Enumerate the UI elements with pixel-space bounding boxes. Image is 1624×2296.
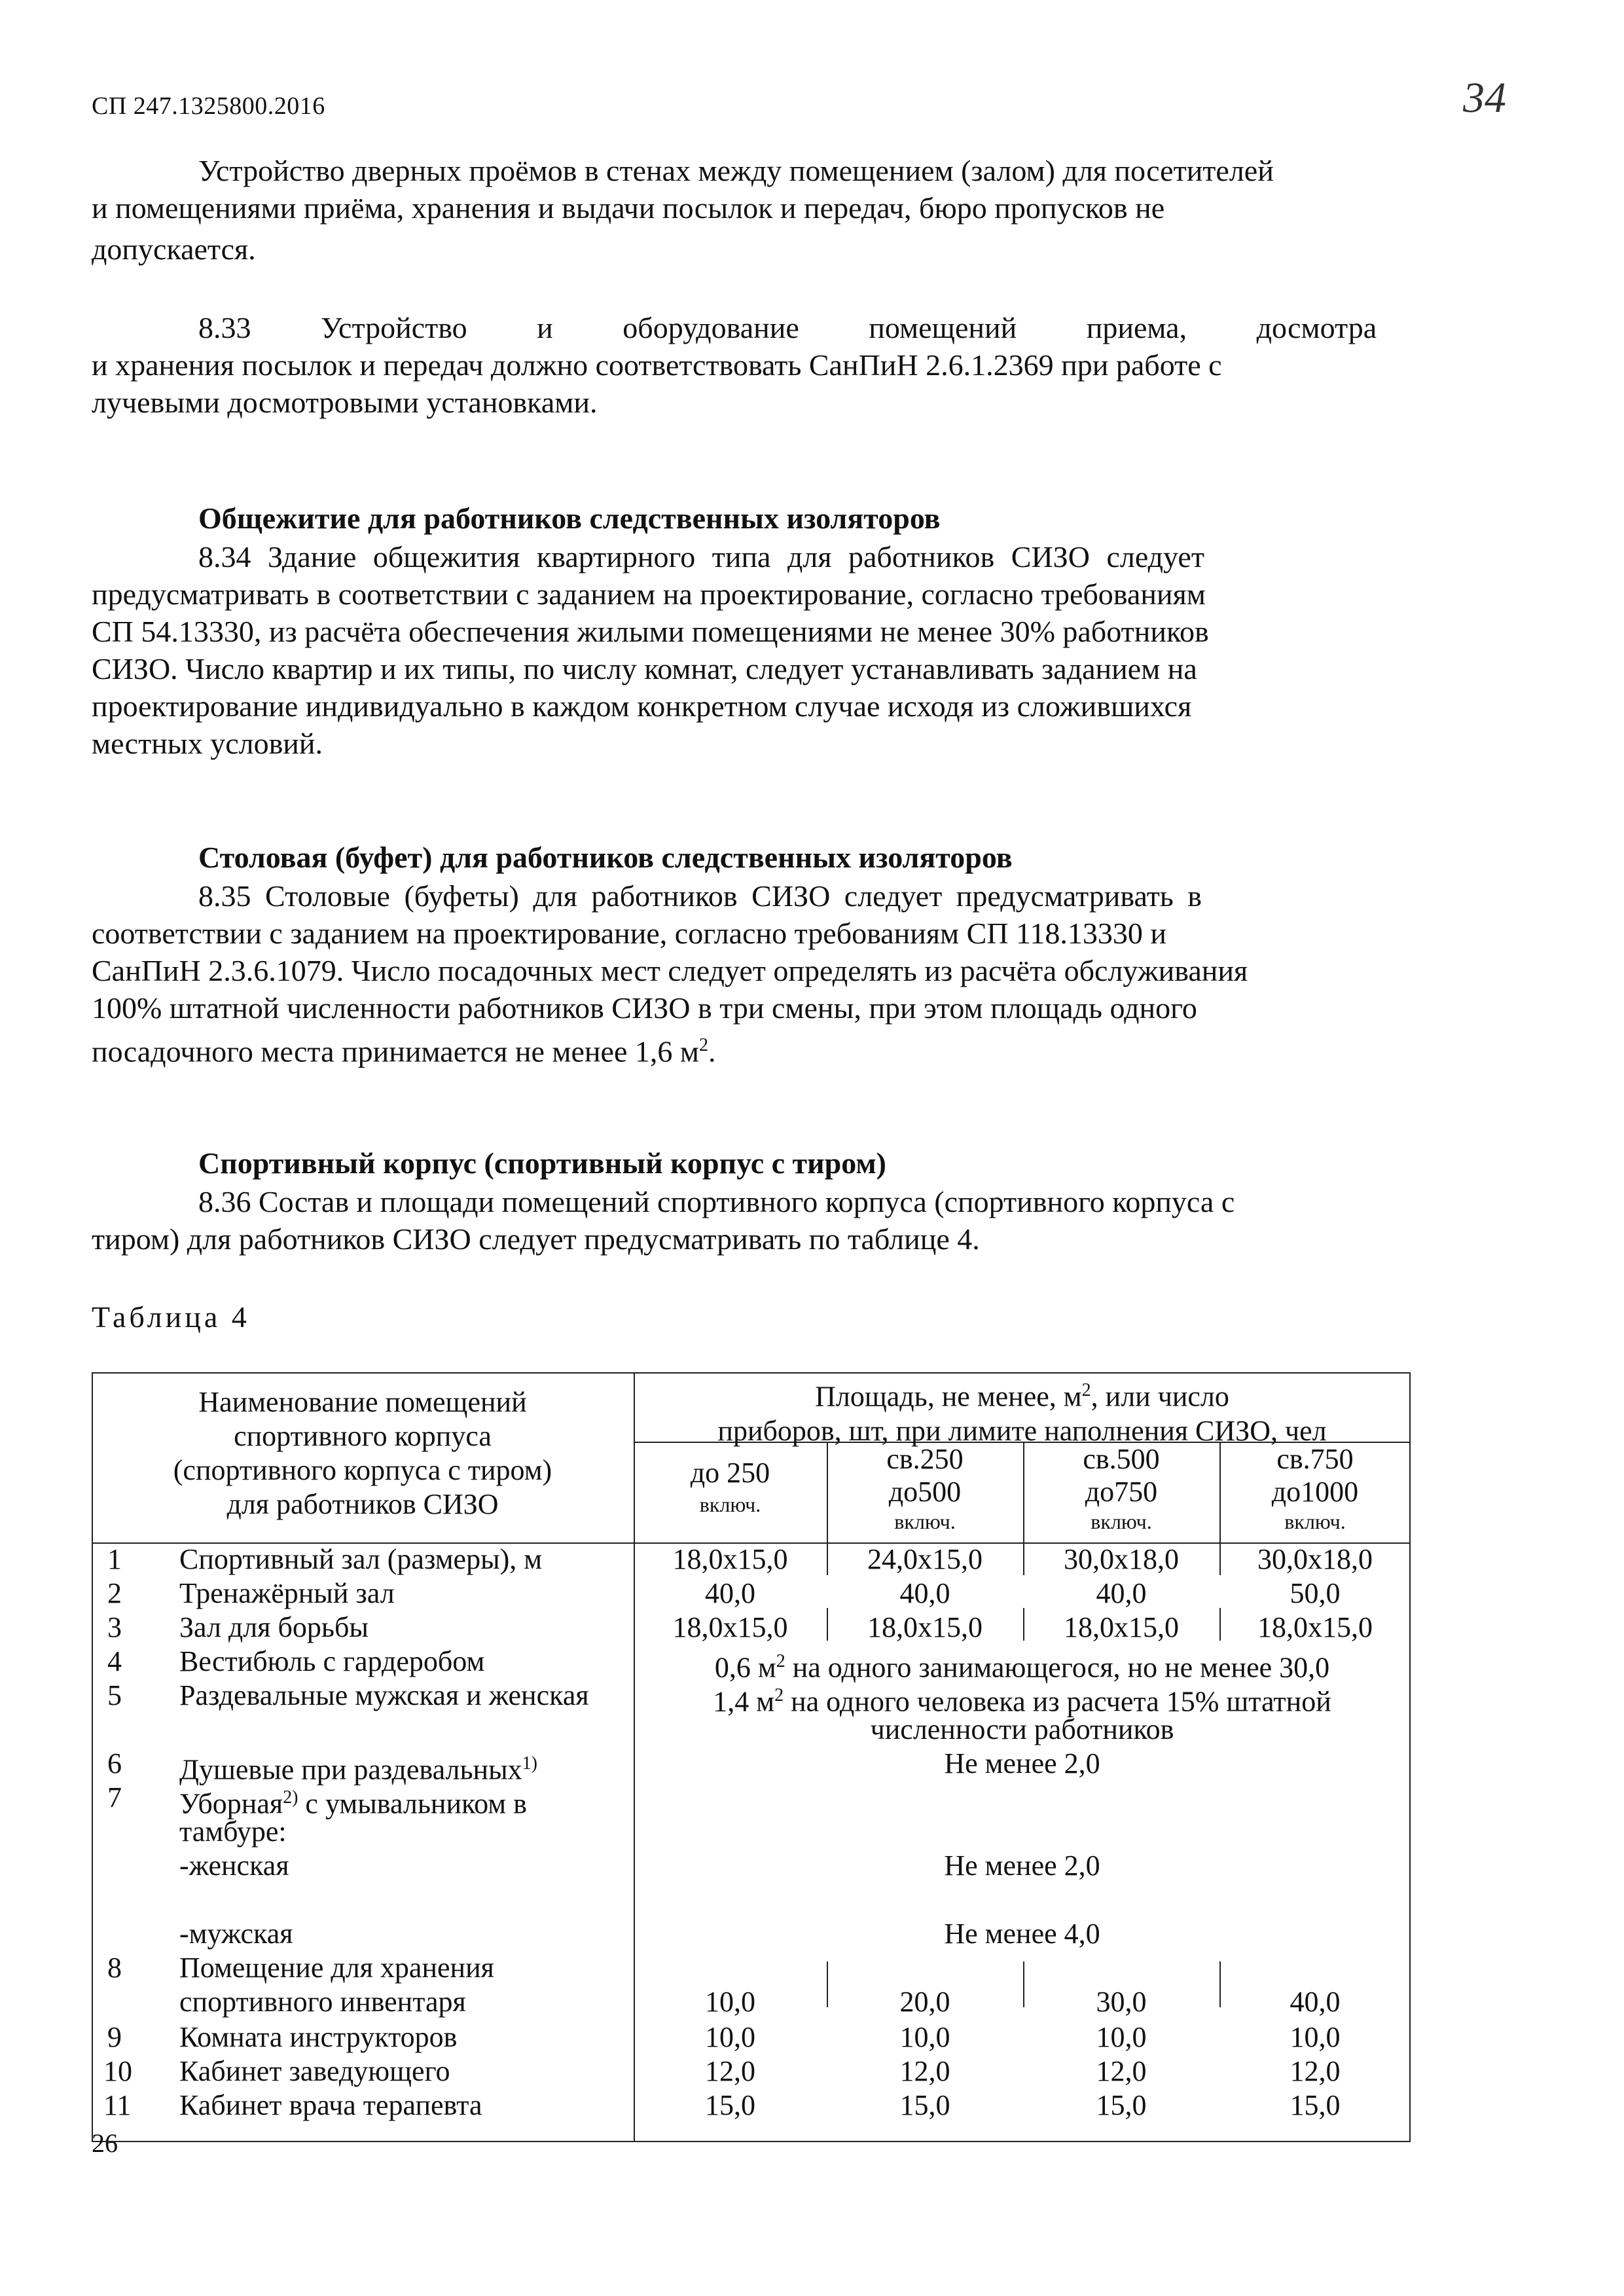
table-sports-building [92,1372,1411,2142]
paragraph-8-35 [92,877,1401,1070]
table-cell: 40,0 [899,1577,950,1609]
table-cell: 40,0 [1096,1577,1147,1609]
row-name: тамбуре: [179,1815,287,1848]
header-line: св.250 [886,1443,964,1475]
text-line: Устройство дверных проёмов в стенах между помещением (залом) для посетителей [198,154,1274,187]
header-line: приборов, шт, при лимите наполнения СИЗО, чел [717,1414,1327,1447]
paragraph-8-34 [92,538,1401,762]
text-line: допускается. [92,232,256,266]
header-line: (спортивного корпуса с тиром) [173,1454,552,1486]
row-number: 3 [107,1611,122,1643]
cell-text: на одного человека из расчета 15% штатной [784,1685,1331,1718]
row-name: Зал для борьбы [179,1611,369,1643]
row-number: 8 [107,1952,122,1984]
table-cell-merged: численности работников [870,1713,1174,1745]
table-cell: 30,0х18,0 [1257,1543,1373,1575]
text-line: 8.36 Состав и площади помещений спортивного корпуса (спортивного корпуса с [198,1185,1235,1218]
table-cell: 18,0х15,0 [672,1611,788,1643]
paragraph-doorways [92,152,1401,268]
header-line: до1000 [1271,1476,1359,1508]
superscript: 2 [1081,1380,1091,1400]
text-line: лучевыми досмотровыми установками. [92,386,598,419]
row-number: 11 [103,2089,132,2121]
table-caption: Таблица 4 [92,1300,250,1334]
header-line: Площадь, не менее, м [815,1380,1082,1413]
header-line: , или число [1091,1380,1229,1413]
superscript: 2 [776,1651,785,1671]
table-cell: 12,0 [899,2055,950,2087]
table-cell: 20,0 [899,1986,950,2018]
handwritten-page-number: 34 [1463,74,1506,122]
header-line: спортивного корпуса [234,1420,492,1452]
row-name: спортивного инвентаря [179,1986,466,2018]
row-name: Комната инструкторов [179,2021,458,2053]
section-heading-dormitory: Общежитие для работников следственных изоляторов [198,501,941,535]
row-name-text: Душевые при раздевальных [179,1753,522,1786]
text-punct: . [708,1034,716,1068]
header-line: св.500 [1083,1443,1160,1475]
row-name: Кабинет заведующего [179,2055,450,2087]
header-line: Наименование помещений [198,1386,527,1418]
row-number: 7 [107,1781,122,1813]
table-cell: 50,0 [1290,1577,1341,1609]
row-number: 5 [107,1679,122,1711]
table-cell: 40,0 [1290,1986,1341,2018]
header-col-750-1000 [1219,1443,1411,1535]
header-line: включ. [699,1493,761,1516]
row-name: Спортивный зал (размеры), м [179,1543,543,1575]
table-cell: 24,0х15,0 [867,1543,983,1575]
footnote-mark: 2) [283,1787,298,1808]
table-cell: 18,0х15,0 [867,1611,983,1643]
row-name-text: с умывальником в [298,1787,527,1820]
row-number: 1 [107,1543,122,1575]
table-cell: 12,0 [1290,2055,1341,2087]
paragraph-8-36 [92,1183,1401,1258]
text-line: соответствии с заданием на проектирование, согласно требованиям СП 118.13330 и [92,917,1166,950]
row-number: 9 [107,2021,122,2053]
row-name-female: -женская [179,1850,289,1882]
page-number: 26 [92,2128,118,2158]
row-name: Раздевальные мужская и женская [179,1679,589,1711]
row-number: 10 [103,2055,132,2087]
document-code: СП 247.1325800.2016 [92,92,325,120]
table-cell: 18,0х15,0 [672,1543,788,1575]
table-cell: 15,0 [705,2089,755,2121]
row-name-male: -мужская [179,1918,293,1950]
row-name: Вестибюль с гардеробом [179,1645,485,1677]
table-cell: 18,0х15,0 [1257,1611,1373,1643]
table-cell-merged: Не менее 2,0 [944,1747,1100,1779]
header-col-upto-250 [634,1457,827,1520]
table-cell: 12,0 [705,2055,755,2087]
text-line: посадочного места принимается не менее 1,6 м [92,1034,699,1068]
superscript: 2 [698,1035,708,1055]
text-line: СИЗО. Число квартир и их типы, по числу комнат, следует устанавливать заданием на [92,652,1197,685]
section-heading-sports: Спортивный корпус (спортивный корпус с тиром) [198,1146,886,1180]
text-line: 8.33 Устройство и оборудование помещений приема, досмотра [198,311,1377,344]
header-line: св.750 [1276,1443,1354,1475]
header-col-250-500 [827,1443,1023,1535]
table-cell: 30,0 [1096,1986,1147,2018]
table-cell-merged: Не менее 2,0 [944,1850,1100,1882]
header-room-name [92,1385,634,1522]
paragraph-8-33 [92,309,1401,421]
header-line: включ. [894,1510,956,1533]
text-line: СанПиН 2.3.6.1079. Число посадочных мест следует определять из расчёта обслуживания [92,954,1248,987]
text-line: СП 54.13330, из расчёта обеспечения жилыми помещениями не менее 30% работников [92,615,1209,648]
table-cell: 15,0 [899,2089,950,2121]
table-cell: 30,0х18,0 [1064,1543,1179,1575]
table-cell: 15,0 [1096,2089,1147,2121]
table-cell: 12,0 [1096,2055,1147,2087]
header-area [634,1374,1411,1448]
table-cell: 40,0 [705,1577,755,1609]
table-cell: 10,0 [705,2021,755,2053]
cell-text: 0,6 м [714,1651,776,1684]
text-line: проектирование индивидуально в каждом конкретном случае исходя из сложившихся [92,689,1192,723]
header-line: для работников СИЗО [226,1488,499,1520]
table-cell: 10,0 [1096,2021,1147,2053]
table-cell: 18,0х15,0 [1064,1611,1179,1643]
table-cell: 15,0 [1290,2089,1341,2121]
header-line: включ. [1284,1510,1346,1533]
text-line: и помещениями приёма, хранения и выдачи посылок и передач, бюро пропусков не [92,191,1165,225]
row-name: Кабинет врача терапевта [179,2089,482,2121]
row-name: Тренажёрный зал [179,1577,395,1609]
header-line: до 250 [690,1457,770,1489]
table-cell: 10,0 [899,2021,950,2053]
text-line: местных условий. [92,727,323,760]
cell-text: на одного занимающегося, но не менее 30,0 [785,1651,1330,1684]
row-name-text: Уборная [179,1787,283,1820]
text-line: 8.35 Столовые (буфеты) для работников СИЗО следует предусматривать в [198,879,1202,913]
table-cell: 10,0 [1290,2021,1341,2053]
superscript: 2 [774,1685,784,1705]
header-line: до500 [888,1476,962,1508]
text-line: 100% штатной численности работников СИЗО в три смены, при этом площадь одного [92,991,1197,1025]
header-col-500-750 [1023,1443,1219,1535]
header-line: до750 [1085,1476,1158,1508]
text-line: тиром) для работников СИЗО следует предусматривать по таблице 4. [92,1222,980,1256]
table-cell-merged: Не менее 4,0 [944,1918,1100,1950]
text-line: предусматривать в соответствии с заданием на проектирование, согласно требованиям [92,577,1206,611]
text-line: и хранения посылок и передач должно соответствовать СанПиН 2.6.1.2369 при работе с [92,348,1222,382]
section-heading-canteen: Столовая (буфет) для работников следственных изоляторов [198,841,1013,874]
cell-text: 1,4 м [713,1685,775,1718]
row-number: 2 [107,1577,122,1609]
text-line: 8.34 Здание общежития квартирного типа для работников СИЗО следует [198,540,1204,574]
header-line: включ. [1091,1510,1152,1533]
row-name: Помещение для хранения [179,1952,494,1984]
footnote-mark: 1) [522,1753,537,1774]
row-number: 4 [107,1645,122,1677]
row-number: 6 [107,1747,122,1779]
table-cell: 10,0 [705,1986,755,2018]
